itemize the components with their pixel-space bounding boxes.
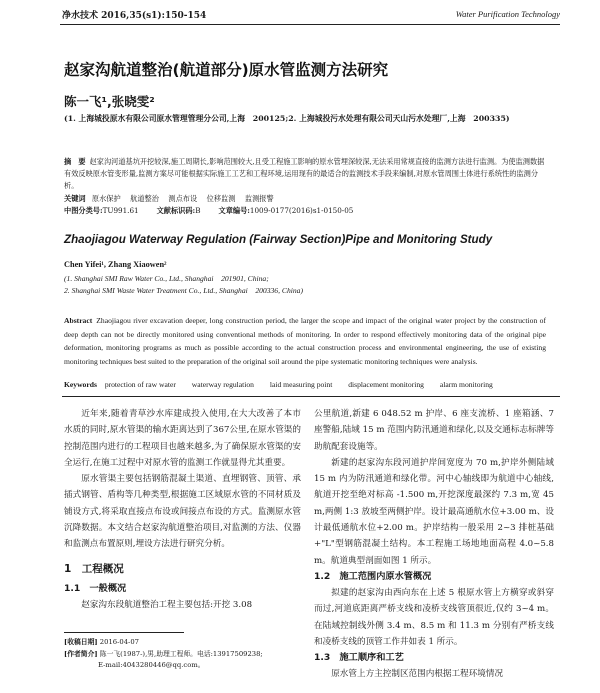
paragraph-1-2: 拟建的赵家沟由西向东在上述 5 根原水管上方横穿或斜穿而过,河道底距离严桥支线和凌桥支线管顶很近,仅约 3~4 m。在陆域控制线外侧 3.4 m、8.5 m 和 11.3 m 分别有严桥支线和凌桥支线的顶管工作井如表 1 所示。 xyxy=(314,587,554,647)
keywords-en xyxy=(64,380,546,389)
article-number: 文章编号:1009-0177(2016)s1-0150-05 xyxy=(218,205,354,215)
footnote-received: [收稿日期] 2016-04-07 xyxy=(64,638,139,646)
abstract-en-label: Abstract xyxy=(64,316,93,325)
keywords-en-label: Keywords xyxy=(64,380,97,389)
section-rule xyxy=(62,396,560,397)
abstract-cn-label: 摘 要 xyxy=(64,157,86,166)
keyword-cn: 测点布设 xyxy=(168,193,198,203)
doc-code: 文献标识码:B xyxy=(156,205,201,215)
affiliation-en-line: (1. Shanghai SMI Raw Water Co., Ltd., Shanghai 201901, China; xyxy=(64,274,269,283)
body-column-right xyxy=(314,406,554,682)
intro-paragraph-2: 原水管渠主要包括钢筋混凝土渠道、直埋钢管、顶管、承插式钢管、盾构等几种类型,根据施工区域原水管的不同材质及铺设方式,将采取直接点布设或间接点布设的方式。监测原水管沉降数据。本文结合赵家沟航道整治项目,对监测的方法、仪器和监测点布置原则,埋设方法进行研究分析。 xyxy=(64,474,301,550)
abstract-cn xyxy=(64,156,546,193)
paragraph-1-3: 原水管上方主控制区范围内根据工程环境情况 xyxy=(331,669,504,680)
keyword-en: alarm monitoring xyxy=(439,380,493,389)
journal-header: 净水技术 2016,35(s1):150-154 xyxy=(62,11,207,21)
affiliation-en xyxy=(64,273,303,296)
authors-cn: 陈一飞¹,张晓雯² xyxy=(64,94,155,109)
keyword-cn: 位移监测 xyxy=(206,193,236,203)
keywords-cn xyxy=(64,193,546,205)
subsection-heading-1-1: 1.1 一般概况 xyxy=(64,582,127,594)
header-rule xyxy=(60,24,560,25)
keyword-cn: 航道整治 xyxy=(130,193,159,203)
abstract-en-text: Zhaojiagou river excavation deeper, long construction period, the larger the scope and impact of the original water project by the construction of deep depth can not be directly monitored using conventional methods of monitoring. In order to respond effectively monitoring data of the original pipe deformation, monitoring programs as much as possible according to the actual construction process and environmental engineering, the use of existing monitoring techniques best suited to the preparation of the original soil around the pipe systematic monitoring techniques were analysis. xyxy=(64,316,546,366)
clc-number: 中图分类号:TU991.61 xyxy=(64,205,139,215)
abstract-block-cn xyxy=(64,156,546,217)
authors-en: Chen Yifei¹, Zhang Xiaowen² xyxy=(64,260,167,269)
paragraph-1-1: 赵家沟东段航道整治工程主要包括:开挖 3.08 xyxy=(81,599,253,610)
intro-paragraph-1: 近年来,随着青草沙水库建成投入使用,在大大改善了本市水质的同时,原水管渠的输水距离达到了367公里,在原水管渠的控制范围内进行的工程项目也越来越多,为了确保原水管渠的安全运行,在施工过程中对原水管的监测工作就显得尤其重要。 xyxy=(64,409,301,468)
paragraph-1-1-b: 新建的赵家沟东段河道护岸间宽度为 70 m,护岸外侧陆域 15 m 内为防汛通道和绿化带。河中心轴线即为航道中心轴线,航道开挖至绝对标高 -1.500 m,开挖深度最深约 7.3 m,宽 45 m,两侧 1:3 放坡至两侧护岸。设计最高通航水位+3.00 m、设计最低通航水位+2.00 m。护岸结构一般采用 2~3 排桩基础+"L"型钢筋混凝土结构。本工程施工场地地面高程 4.0~5.8 m。航道典型剖面如图 1 所示。 xyxy=(314,457,554,566)
paper-title-cn: 赵家沟航道整治(航道部分)原水管监测方法研究 xyxy=(64,61,389,79)
keyword-en: laid measuring point xyxy=(269,380,333,389)
keywords-cn-label: 关键词 xyxy=(64,193,86,203)
subsection-heading-1-2: 1.2 施工范围内原水管概况 xyxy=(314,570,432,582)
footnote-rule xyxy=(64,632,184,633)
body-column-left xyxy=(64,406,301,613)
keyword-en: waterway regulation xyxy=(191,380,254,389)
journal-header-en: Water Purification Technology xyxy=(455,9,560,19)
abstract-en xyxy=(64,314,546,368)
footnote-author: [作者简介] 陈一飞(1987-),男,助理工程师。电话:13917509238; xyxy=(64,649,263,658)
abstract-cn-text: 赵家沟河道基坑开挖较深,施工周期长,影响范围较大,且受工程施工影响的原水管埋深较深,无法采用常规直接的监测方法进行监测。为使监测数据有效反映原水管变形量,监测方案尽可能根据实际施工工艺和工程环境,运用现有的最适合的监测技术手段来编制,对原水管周围土体进行系统性的监测分析。 xyxy=(64,157,545,191)
affiliation-cn: (1. 上海城投原水有限公司原水管理管理分公司,上海 200125;2. 上海城投污水处理有限公司天山污水处理厂,上海 200335) xyxy=(64,114,510,123)
section-heading-1: 1 工程概况 xyxy=(64,562,124,575)
subsection-heading-1-3: 1.3 施工顺序和工艺 xyxy=(314,652,404,664)
footnote xyxy=(64,637,304,672)
classification-line xyxy=(64,205,546,217)
paragraph-continued: 公里航道,新建 6 048.52 m 护岸、6 座支流桥、1 座箱涵、7 座警船,陆域 15 m 范围内防汛通道和绿化,以及交通标志标牌等助航配套设施等。 xyxy=(314,409,554,452)
keyword-en: displacement monitoring xyxy=(348,380,424,389)
paper-title-en: Zhaojiagou Waterway Regulation (Fairway Section)Pipe and Monitoring Study xyxy=(64,233,493,246)
keyword-cn: 监测报警 xyxy=(244,193,274,203)
affiliation-en-line: 2. Shanghai SMI Waste Water Treatment Co., Ltd., Shanghai 200336, China) xyxy=(64,285,303,295)
keyword-cn: 原水保护 xyxy=(91,193,121,203)
footnote-email: E-mail:4043280446@qq.com。 xyxy=(98,661,205,669)
keyword-en: protection of raw water xyxy=(104,380,176,389)
